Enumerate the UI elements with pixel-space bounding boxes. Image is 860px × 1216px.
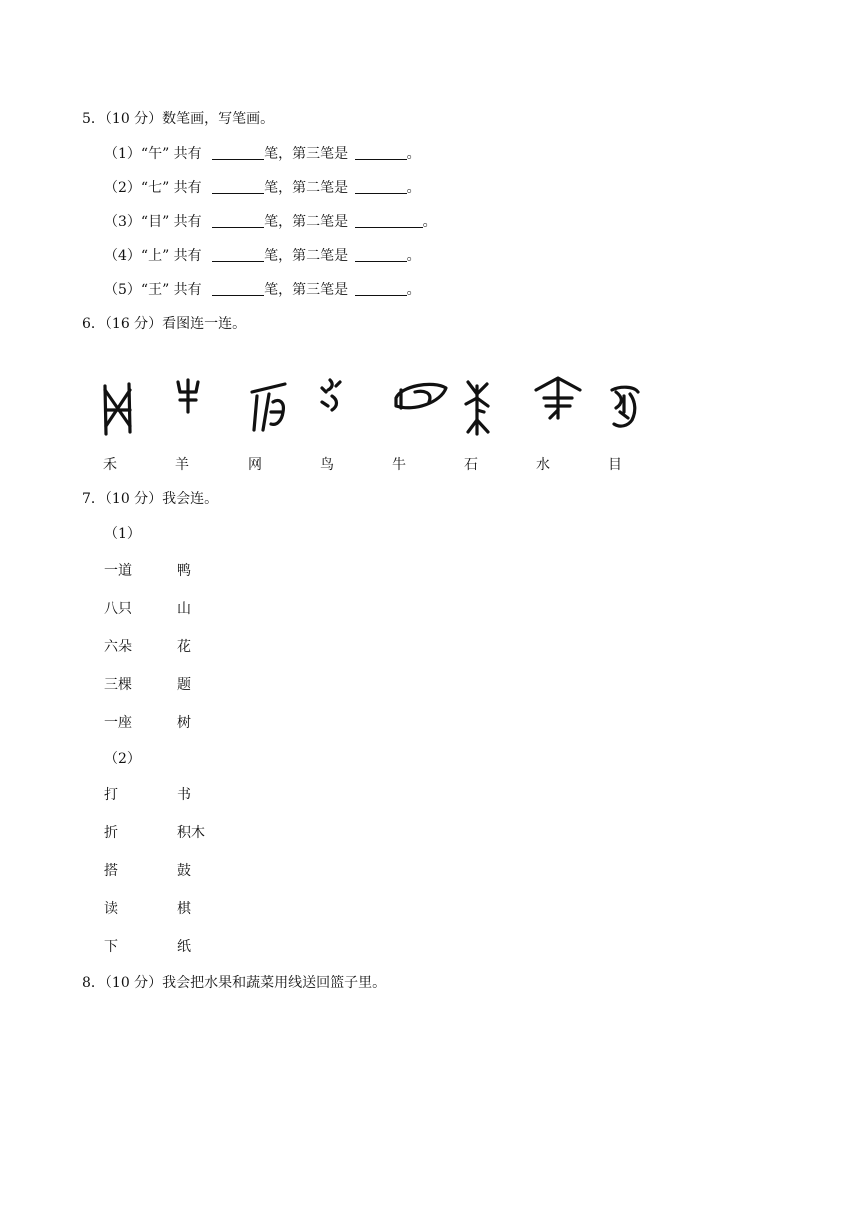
- q5-item-1-prompt: （1）“午” 共有: [104, 146, 202, 162]
- q7-p1-right-1[interactable]: 鸭: [177, 563, 191, 579]
- glyph-label-shui[interactable]: 水: [536, 457, 550, 473]
- q7-part2-label: （2）: [104, 751, 141, 767]
- q7-p2-right-4[interactable]: 棋: [177, 901, 191, 917]
- glyph-label-shi[interactable]: 石: [464, 457, 478, 473]
- stroke-count-blank-1[interactable]: [212, 145, 264, 160]
- q7-p2-left-4[interactable]: 读: [104, 901, 118, 917]
- ancient-glyph-he-icon[interactable]: [100, 380, 136, 438]
- stroke-count-blank-5[interactable]: [212, 281, 264, 296]
- q5-item-2-end: 。: [406, 180, 421, 196]
- q7-p1-left-2[interactable]: 八只: [104, 601, 132, 617]
- ancient-glyph-shui-icon[interactable]: [532, 374, 584, 420]
- ancient-glyph-niu-icon[interactable]: [393, 382, 449, 412]
- q5-item-2-mid: 笔，第二笔是: [264, 180, 349, 196]
- q6-heading: 6．（16 分）看图连一连。: [82, 316, 247, 332]
- q7-p1-left-4[interactable]: 三棵: [104, 677, 132, 693]
- q7-p1-right-2[interactable]: 山: [177, 601, 191, 617]
- q7-p2-left-1[interactable]: 打: [104, 787, 118, 803]
- glyph-label-mu[interactable]: 目: [608, 457, 622, 473]
- q5-item-4-prompt: （4）“上” 共有: [104, 248, 202, 264]
- q7-p2-left-3[interactable]: 搭: [104, 863, 118, 879]
- q5-item-1-mid: 笔，第三笔是: [264, 146, 349, 162]
- q7-p2-right-1[interactable]: 书: [177, 787, 191, 803]
- stroke-name-blank-4[interactable]: [355, 247, 407, 262]
- q5-item-4: [104, 247, 421, 265]
- q5-item-3-end: 。: [422, 214, 437, 230]
- ancient-glyph-niao-icon[interactable]: [318, 378, 344, 416]
- q8-heading: 8．（10 分）我会把水果和蔬菜用线送回篮子里。: [82, 975, 387, 991]
- stroke-name-blank-1[interactable]: [355, 145, 407, 160]
- q5-item-4-end: 。: [406, 248, 421, 264]
- q7-part1-label: （1）: [104, 526, 141, 542]
- glyph-label-niao[interactable]: 鸟: [320, 457, 334, 473]
- ancient-glyph-wang-icon[interactable]: [249, 380, 289, 434]
- q7-heading: 7．（10 分）我会连。: [82, 491, 219, 507]
- stroke-count-blank-3[interactable]: [212, 213, 264, 228]
- stroke-name-blank-3[interactable]: [355, 213, 423, 228]
- q5-item-3-mid: 笔，第二笔是: [264, 214, 349, 230]
- q7-p2-right-5[interactable]: 纸: [177, 939, 191, 955]
- q7-p1-left-5[interactable]: 一座: [104, 715, 132, 731]
- glyph-label-yang[interactable]: 羊: [175, 457, 189, 473]
- q5-item-5-end: 。: [406, 282, 421, 298]
- q5-item-5-mid: 笔，第三笔是: [264, 282, 349, 298]
- q7-p1-right-5[interactable]: 树: [177, 715, 191, 731]
- q5-item-2: [104, 179, 421, 197]
- glyph-label-wang[interactable]: 网: [248, 457, 262, 473]
- q5-item-4-mid: 笔，第二笔是: [264, 248, 349, 264]
- glyph-label-he[interactable]: 禾: [103, 457, 117, 473]
- stroke-name-blank-2[interactable]: [355, 179, 407, 194]
- q5-item-1: [104, 145, 421, 163]
- q5-item-1-end: 。: [406, 146, 421, 162]
- ancient-glyph-mu-icon[interactable]: [606, 384, 642, 432]
- q5-item-3: [104, 213, 437, 231]
- q5-item-5: [104, 281, 421, 299]
- ancient-glyph-shi-icon[interactable]: [462, 380, 492, 436]
- q7-p1-left-3[interactable]: 六朵: [104, 639, 132, 655]
- q7-p1-left-1[interactable]: 一道: [104, 563, 132, 579]
- stroke-count-blank-2[interactable]: [212, 179, 264, 194]
- q7-p1-right-3[interactable]: 花: [177, 639, 191, 655]
- q5-item-3-prompt: （3）“目” 共有: [104, 214, 202, 230]
- q7-p2-left-5[interactable]: 下: [104, 939, 118, 955]
- q7-p2-right-3[interactable]: 鼓: [177, 863, 191, 879]
- q5-item-2-prompt: （2）“七” 共有: [104, 180, 202, 196]
- q5-heading: 5．（10 分）数笔画，写笔画。: [82, 111, 275, 127]
- stroke-name-blank-5[interactable]: [355, 281, 407, 296]
- glyph-label-niu[interactable]: 牛: [392, 457, 406, 473]
- q7-p1-right-4[interactable]: 题: [177, 677, 191, 693]
- stroke-count-blank-4[interactable]: [212, 247, 264, 262]
- ancient-glyph-yang-icon[interactable]: [174, 378, 202, 414]
- q7-p2-left-2[interactable]: 折: [104, 825, 118, 841]
- q5-item-5-prompt: （5）“王” 共有: [104, 282, 202, 298]
- q7-p2-right-2[interactable]: 积木: [177, 825, 205, 841]
